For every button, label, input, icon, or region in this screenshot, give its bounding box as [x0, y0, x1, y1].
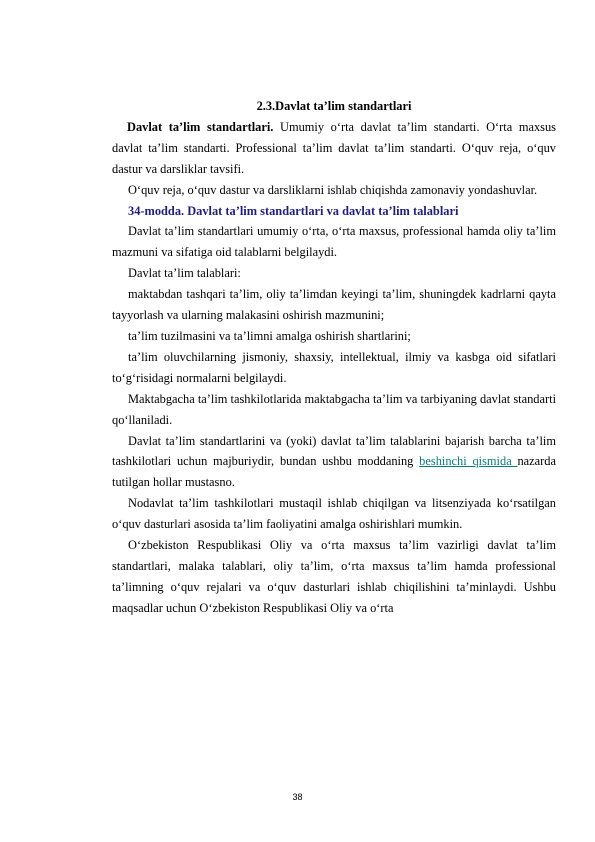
- paragraph-requirements-item-3: ta’lim oluvchilarning jismoniy, shaxsiy, intellektual, ilmiy va kasbga oid sifatlari to‘g‘risidagi normalarni belgilaydi.: [112, 349, 556, 385]
- paragraph-requirements-item-1: maktabdan tashqari ta’lim, oliy ta’limdan keyingi ta’lim, shuningdek kadrlarni qayta tayyorlash va ularning malakasini oshirish mazmunini;: [112, 287, 556, 323]
- approaches-paragraph: O‘quv reja, o‘quv dastur va darsliklarni ishlab chiqishda zamonaviy yondashuvlar.: [128, 182, 538, 197]
- paragraph-nonstate: Nodavlat ta’lim tashkilotlari mustaqil ishlab chiqilgan va litsenziyada ko‘rsatilgan o‘quv dasturlari asosida ta’lim faoliyatini amalga oshirishlari mumkin.: [112, 496, 556, 532]
- paragraph-requirements-item-2: ta’lim tuzilmasini va ta’limni amalga oshirish shartlarini;: [128, 328, 411, 343]
- page-number: 38: [292, 792, 303, 802]
- intro-paragraph: [112, 117, 556, 180]
- paragraph-mandatory: [112, 431, 556, 494]
- mandatory-text-after: nazarda tutilgan hollar mustasno.: [112, 454, 556, 490]
- mandatory-text-before: Davlat ta’lim standartlarini va (yoki) davlat ta’lim talablarini bajarish barcha ta’lim tashkilotlari uchun majburiydir, bundan ushbu moddaning: [112, 433, 556, 469]
- paragraph-requirements-intro: Davlat ta’lim talablari:: [128, 266, 241, 281]
- intro-lead: Davlat ta’lim standartlari.: [127, 119, 274, 134]
- paragraph-preschool: Maktabgacha ta’lim tashkilotlarida maktabgacha ta’lim va tarbiyaning davlat standarti qo‘llaniladi.: [112, 391, 557, 427]
- document-page: [112, 96, 556, 619]
- article-heading: 34-modda. Davlat ta’lim standartlari va davlat ta’lim talablari: [128, 203, 459, 218]
- paragraph-standards-definition: Davlat ta’lim standartlari umumiy o‘rta, o‘rta maxsus, professional hamda oliy ta’lim mazmuni va sifatiga oid talablarni belgilaydi.: [112, 224, 556, 260]
- section-title: 2.3.Davlat ta’lim standartlari: [256, 99, 412, 113]
- fifth-part-link[interactable]: beshinchi qismida: [419, 454, 518, 469]
- intro-text: Umumiy o‘rta davlat ta’lim standarti. O‘rta maxsus davlat ta’lim standarti. Professional ta’lim davlat ta’lim standarti. O‘quv reja, o‘quv dastur va darsliklar tavsifi.: [112, 119, 556, 176]
- paragraph-ministry: O‘zbekiston Respublikasi Oliy va o‘rta maxsus ta’lim vazirligi davlat ta’lim standartlari, malaka talablari, oliy ta’lim, o‘rta maxsus ta’lim hamda professional ta’limning o‘quv rejalari va o‘quv dasturlari ishlab chiqilishini ta’minlaydi. Ushbu maqsadlar uchun O‘zbekiston Respublikasi Oliy va o‘rta: [112, 538, 556, 615]
